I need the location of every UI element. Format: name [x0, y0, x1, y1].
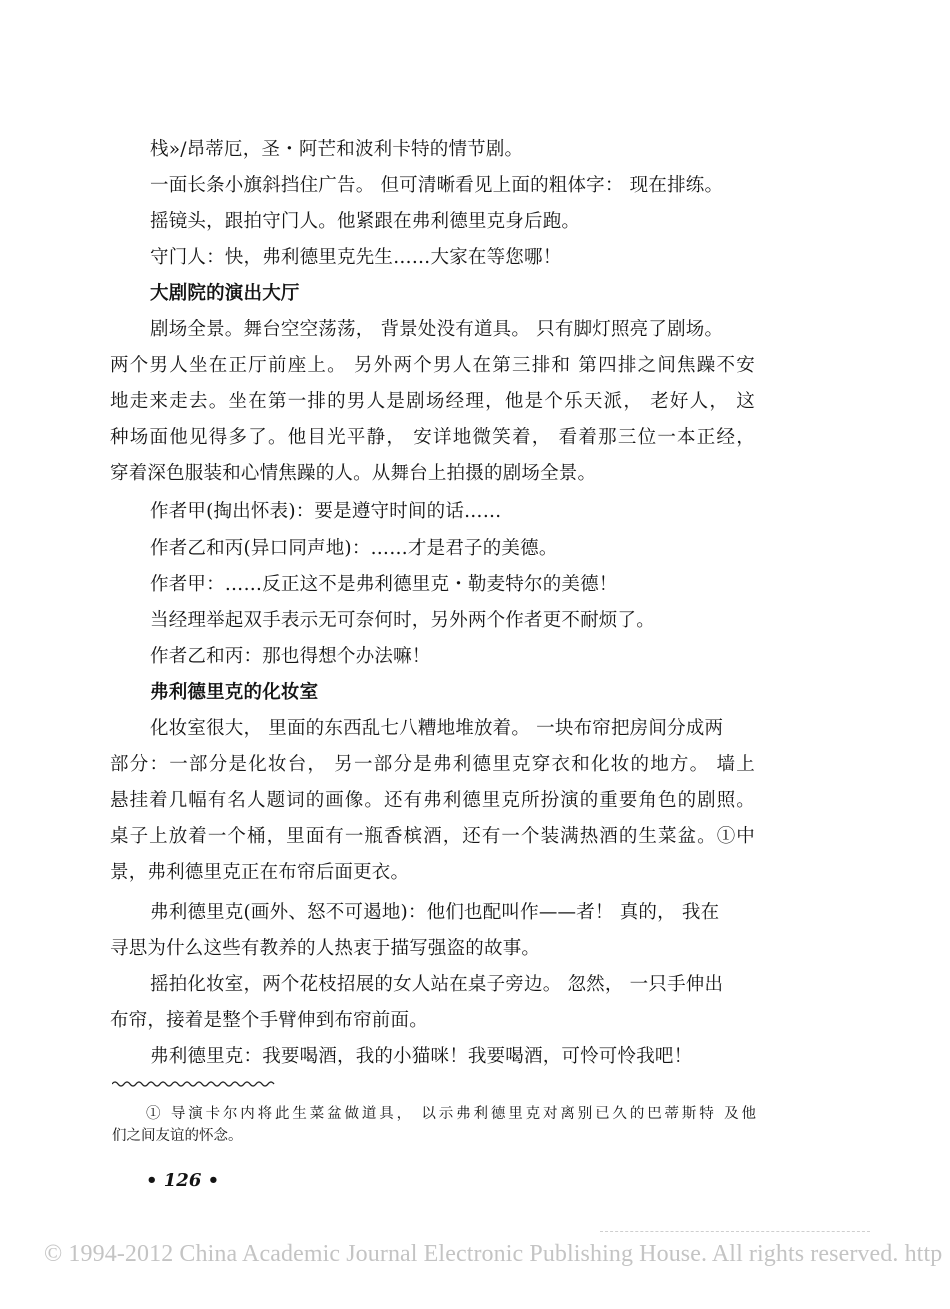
text-line: 化妆室很大， 里面的东西乱七八糟地堆放着。 一块布帘把房间分成两 [150, 718, 724, 739]
text-line: 种场面他见得多了。他目光平静， 安详地微笑着， 看着那三位一本正经， [110, 427, 755, 448]
text-line: 地走来走去。坐在第一排的男人是剧场经理，他是个乐天派， 老好人， 这 [110, 391, 755, 412]
text-line: 部分：一部分是化妆台， 另一部分是弗利德里克穿衣和化妆的地方。 墙上 [110, 754, 755, 775]
text-line: 桌子上放着一个桶，里面有一瓶香槟酒，还有一个装满热酒的生菜盆。①中 [110, 826, 755, 847]
text-line: 弗利德里克(画外、怒不可遏地)：他们也配叫作——者！ 真的， 我在 [150, 902, 720, 923]
section-heading: 弗利德里克的化妆室 [150, 682, 319, 703]
text-line: 摇镜头，跟拍守门人。他紧跟在弗利德里克身后跑。 [150, 211, 581, 232]
text-line: 当经理举起双手表示无可奈何时，另外两个作者更不耐烦了。 [150, 610, 655, 631]
text-line: 作者乙和丙(异口同声地)：……才是君子的美德。 [150, 538, 558, 559]
section-heading: 大剧院的演出大厅 [150, 283, 300, 304]
text-line: 作者乙和丙：那也得想个办法嘛！ [150, 646, 431, 667]
text-line: 剧场全景。舞台空空荡荡， 背景处没有道具。 只有脚灯照亮了剧场。 [150, 319, 724, 340]
footnote-line: ① 导演卡尔内将此生菜盆做道具， 以示弗利德里克对离别已久的巴蒂斯特 及他 [146, 1106, 756, 1122]
footnote-line: 们之间友谊的怀念。 [112, 1128, 243, 1144]
text-line: 作者甲：……反正这不是弗利德里克・勒麦特尔的美德！ [150, 574, 618, 595]
text-line: 栈»/昂蒂厄，圣・阿芒和波利卡特的情节剧。 [150, 139, 524, 160]
text-line: 弗利德里克：我要喝酒，我的小猫咪！我要喝酒，可怜可怜我吧！ [150, 1046, 693, 1067]
text-line: 寻思为什么这些有教养的人热衷于描写强盗的故事。 [110, 938, 541, 959]
text-line: 景，弗利德里克正在布帘后面更衣。 [110, 862, 410, 883]
text-line: 作者甲(掏出怀表)：要是遵守时间的话…… [150, 501, 502, 522]
text-line: 两个男人坐在正厅前座上。 另外两个男人在第三排和 第四排之间焦躁不安 [110, 355, 755, 376]
footnote-separator [112, 1079, 292, 1089]
text-line: 摇拍化妆室，两个花枝招展的女人站在桌子旁边。 忽然， 一只手伸出 [150, 974, 724, 995]
copyright-watermark: © 1994-2012 China Academic Journal Electronic Publishing House. All rights reserved. http [44, 1241, 943, 1267]
page-number: • 126 • [146, 1170, 220, 1191]
text-line: 布帘，接着是整个手臂伸到布帘前面。 [110, 1010, 428, 1031]
text-line: 悬挂着几幅有名人题词的画像。还有弗利德里克所扮演的重要角色的剧照。 [110, 790, 755, 811]
text-line: 守门人：快，弗利德里克先生……大家在等您哪！ [150, 247, 562, 268]
text-line: 一面长条小旗斜挡住广告。 但可清晰看见上面的粗体字： 现在排练。 [150, 175, 724, 196]
faint-rule [600, 1231, 870, 1234]
text-line: 穿着深色服装和心情焦躁的人。从舞台上拍摄的剧场全景。 [110, 463, 597, 484]
